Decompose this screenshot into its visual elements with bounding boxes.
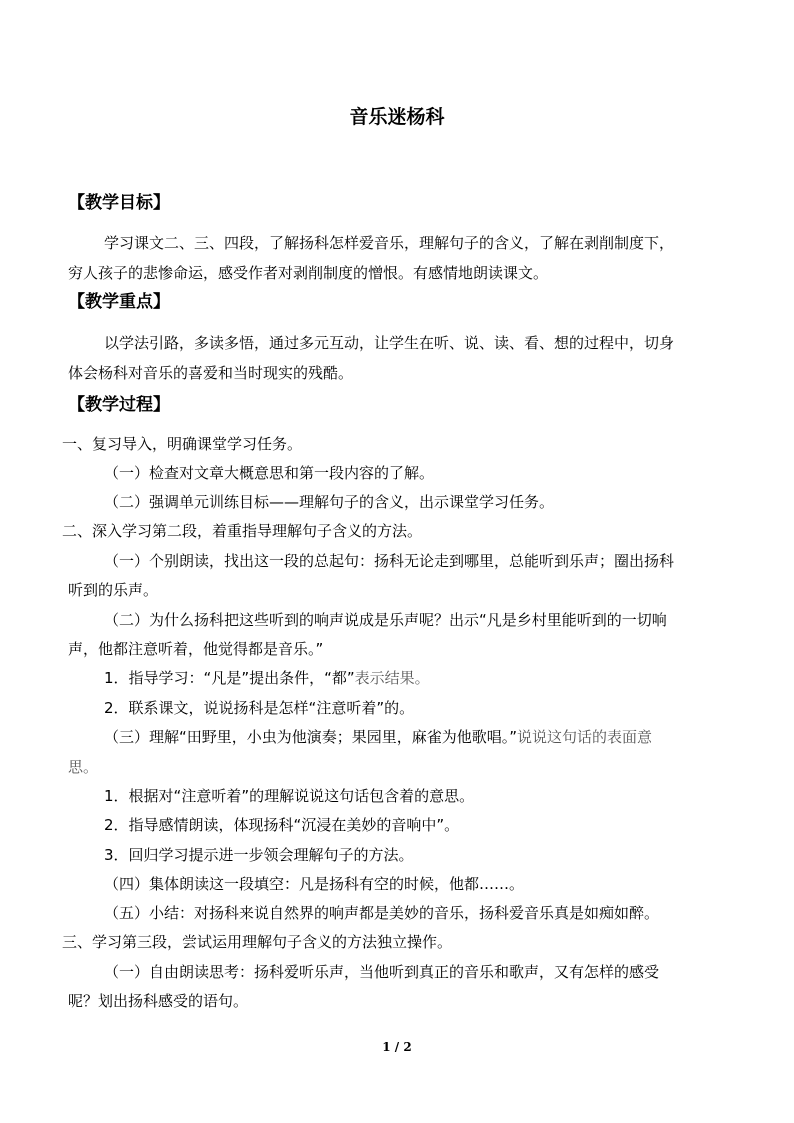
list-item — [104, 727, 652, 747]
page-title: 音乐迷杨科 — [349, 106, 445, 128]
list-item: （一）个别朗读，找出这一段的总起句：扬科无论走到哪里，总能听到乐声；圈出扬科 — [104, 552, 675, 570]
text-run: 表示结果。 — [354, 669, 430, 687]
section-heading-key: 【教学重点】 — [68, 292, 170, 312]
paragraph-line: 以学法引路，多读多悟，通过多元互动，让学生在听、说、读、看、想的过程中，切身 — [104, 334, 675, 352]
list-item: 听到的乐声。 — [68, 581, 159, 599]
list-item: 声，他都注意听着，他觉得都是音乐。” — [68, 640, 324, 658]
list-item: （一）检查对文章大概意思和第一段内容的了解。 — [104, 464, 435, 482]
section-heading-process: 【教学过程】 — [68, 395, 170, 415]
list-item: 思。 — [68, 758, 99, 776]
list-item: 2．联系课文，说说扬科是怎样“注意听着”的。 — [104, 699, 415, 717]
list-item: （二）为什么扬科把这些听到的响声说成是乐声呢？出示“凡是乡村里能听到的一切响 — [104, 611, 667, 629]
paragraph-line: 学习课文二、三、四段，了解扬科怎样爱音乐，理解句子的含义，了解在剥削制度下， — [104, 234, 675, 252]
list-item: （一）自由朗读思考：扬科爱听乐声，当他听到真正的音乐和歌声，又有怎样的感受 — [104, 963, 660, 981]
list-item — [104, 668, 430, 688]
list-item: 3．回归学习提示进一步领会理解句子的方法。 — [104, 846, 414, 864]
list-item: 三、学习第三段，尝试运用理解句子含义的方法独立操作。 — [62, 933, 453, 951]
text-run: 说说这句话的表面意 — [517, 728, 653, 746]
list-item: （五）小结：对扬科来说自然界的响声都是美妙的音乐，扬科爱音乐真是如痴如醉。 — [104, 904, 660, 922]
list-item: （四）集体朗读这一段填空：凡是扬科有空的时候，他都……。 — [104, 875, 525, 893]
paragraph-line: 穷人孩子的悲惨命运，感受作者对剥削制度的憎恨。有感情地朗读课文。 — [68, 264, 549, 282]
section-heading-goal: 【教学目标】 — [68, 193, 170, 213]
text-run: 1．指导学习：“凡是”提出条件，“都” — [104, 669, 355, 687]
list-item: 呢？划出扬科感受的语句。 — [68, 992, 249, 1010]
list-item: 二、深入学习第二段，着重指导理解句子含义的方法。 — [62, 522, 423, 540]
text-run: （三）理解“田野里，小虫为他演奏；果园里，麻雀为他歌唱。” — [104, 728, 518, 746]
list-item: 1．根据对“注意听着”的理解说说这句话包含着的意思。 — [104, 787, 475, 805]
list-item: 2．指导感情朗读，体现扬科“沉浸在美妙的音响中”。 — [104, 816, 460, 834]
paragraph-line: 体会杨科对音乐的喜爱和当时现实的残酷。 — [68, 364, 354, 382]
page-number: 1 / 2 — [382, 1040, 412, 1054]
list-item: 一、复习导入，明确课堂学习任务。 — [62, 435, 303, 453]
list-item: （二）强调单元训练目标——理解句子的含义，出示课堂学习任务。 — [104, 493, 555, 511]
